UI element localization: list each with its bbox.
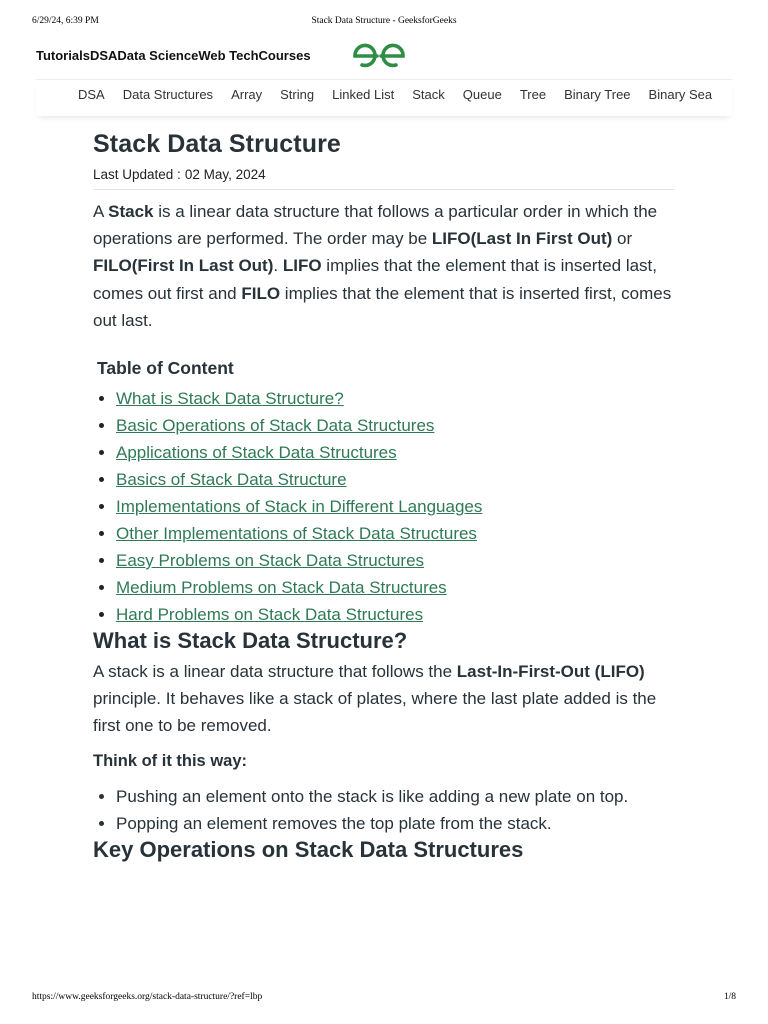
intro-bold-filo-full: FILO(First In Last Out) — [93, 256, 274, 276]
print-page-number: 1/8 — [723, 992, 736, 1002]
section-heading-key-operations: Key Operations on Stack Data Structures — [93, 836, 524, 862]
toc-item — [116, 547, 675, 574]
intro-bold-filo: FILO — [241, 283, 281, 303]
toc-link-hard-problems[interactable]: Hard Problems on Stack Data Structures — [116, 605, 424, 625]
subnav-item-string[interactable]: String — [280, 87, 315, 102]
toc-item — [116, 385, 675, 412]
last-updated-label: Last Updated : — [93, 167, 181, 182]
geeksforgeeks-logo-icon[interactable] — [350, 42, 408, 70]
toc-item — [116, 466, 675, 493]
topic-subnav — [36, 79, 732, 116]
print-datetime: 6/29/24, 6:39 PM — [32, 16, 99, 26]
page-title: Stack Data Structure — [93, 130, 341, 158]
section1-bold-lifo: Last-In-First-Out (LIFO) — [456, 662, 645, 682]
subnav-item-binary-search[interactable]: Binary Sea — [648, 87, 713, 102]
toc-item — [116, 520, 675, 547]
list-item: • Pushing an element onto the stack is like adding a new plate on top. — [116, 783, 675, 810]
table-of-content — [93, 358, 675, 628]
toc-list — [93, 385, 675, 628]
intro-text: implies that the element that is inserted first, comes out last. — [93, 283, 672, 330]
subnav-item-linked-list[interactable]: Linked List — [332, 87, 395, 102]
toc-link-basics[interactable]: Basics of Stack Data Structure — [116, 470, 347, 490]
subnav-item-binary-tree[interactable]: Binary Tree — [564, 87, 631, 102]
top-navigation — [36, 40, 616, 72]
toc-link-applications[interactable]: Applications of Stack Data Structures — [116, 443, 397, 463]
article — [93, 130, 675, 863]
toc-item — [116, 601, 675, 628]
top-nav-dsa[interactable]: DSA — [89, 48, 118, 63]
gfg-logo-svg — [350, 42, 408, 70]
section1-text: principle. It behaves like a stack of plates, where the last plate added is the first one to be removed. — [93, 689, 657, 736]
intro-paragraph — [93, 198, 675, 334]
top-nav-data-science[interactable]: Data Science — [117, 48, 199, 63]
intro-text: or — [612, 229, 633, 249]
analogy-list — [93, 783, 675, 837]
last-updated — [93, 167, 675, 190]
intro-text: is a linear data structure that follows a particular order in which the operations are performed. The order may be — [93, 202, 658, 249]
top-nav-tutorials[interactable]: Tutorials — [36, 48, 90, 63]
section1-paragraph — [93, 658, 675, 740]
intro-bold-lifo: LIFO — [282, 256, 322, 276]
section-heading-what-is-stack: What is Stack Data Structure? — [93, 628, 408, 654]
toc-link-what-is-stack[interactable]: What is Stack Data Structure? — [116, 389, 344, 409]
toc-link-basic-operations[interactable]: Basic Operations of Stack Data Structures — [116, 416, 435, 436]
toc-link-medium-problems[interactable]: Medium Problems on Stack Data Structures — [116, 578, 447, 598]
section1-text: A stack is a linear data structure that follows the — [93, 662, 457, 682]
toc-item — [116, 412, 675, 439]
top-nav-links — [36, 48, 311, 63]
intro-bold-stack: Stack — [108, 202, 154, 221]
subnav-item-array[interactable]: Array — [231, 87, 263, 102]
print-url: https://www.geeksforgeeks.org/stack-data-structure/?ref=lbp — [32, 992, 263, 1002]
intro-text: A — [93, 202, 109, 221]
intro-bold-lifo-full: LIFO(Last In First Out) — [431, 229, 613, 249]
toc-link-implementations[interactable]: Implementations of Stack in Different Languages — [116, 497, 483, 517]
subnav-item-stack[interactable]: Stack — [412, 87, 445, 102]
subnav-item-queue[interactable]: Queue — [462, 87, 502, 102]
print-page-title: Stack Data Structure - GeeksforGeeks — [311, 16, 457, 26]
intro-text: implies that the element that is inserted last, comes out first and — [93, 256, 658, 303]
list-item: • Popping an element removes the top plate from the stack. — [116, 810, 675, 837]
toc-item — [116, 493, 675, 520]
toc-item — [116, 574, 675, 601]
toc-heading: Table of Content — [97, 358, 234, 379]
subnav-item-dsa[interactable]: DSA — [78, 87, 105, 102]
print-header — [32, 16, 736, 30]
subnav-item-data-structures[interactable]: Data Structures — [122, 87, 214, 102]
think-of-it-heading: Think of it this way: — [93, 751, 248, 770]
intro-text: . — [273, 256, 283, 276]
top-nav-web-tech[interactable]: Web Tech — [198, 48, 259, 63]
toc-item — [116, 439, 675, 466]
last-updated-date: 02 May, 2024 — [184, 167, 266, 182]
toc-link-easy-problems[interactable]: Easy Problems on Stack Data Structures — [116, 551, 425, 571]
toc-link-other-implementations[interactable]: Other Implementations of Stack Data Structures — [116, 524, 477, 544]
print-footer — [32, 992, 736, 1006]
subnav-item-tree[interactable]: Tree — [519, 87, 547, 102]
top-nav-courses[interactable]: Courses — [258, 48, 311, 63]
